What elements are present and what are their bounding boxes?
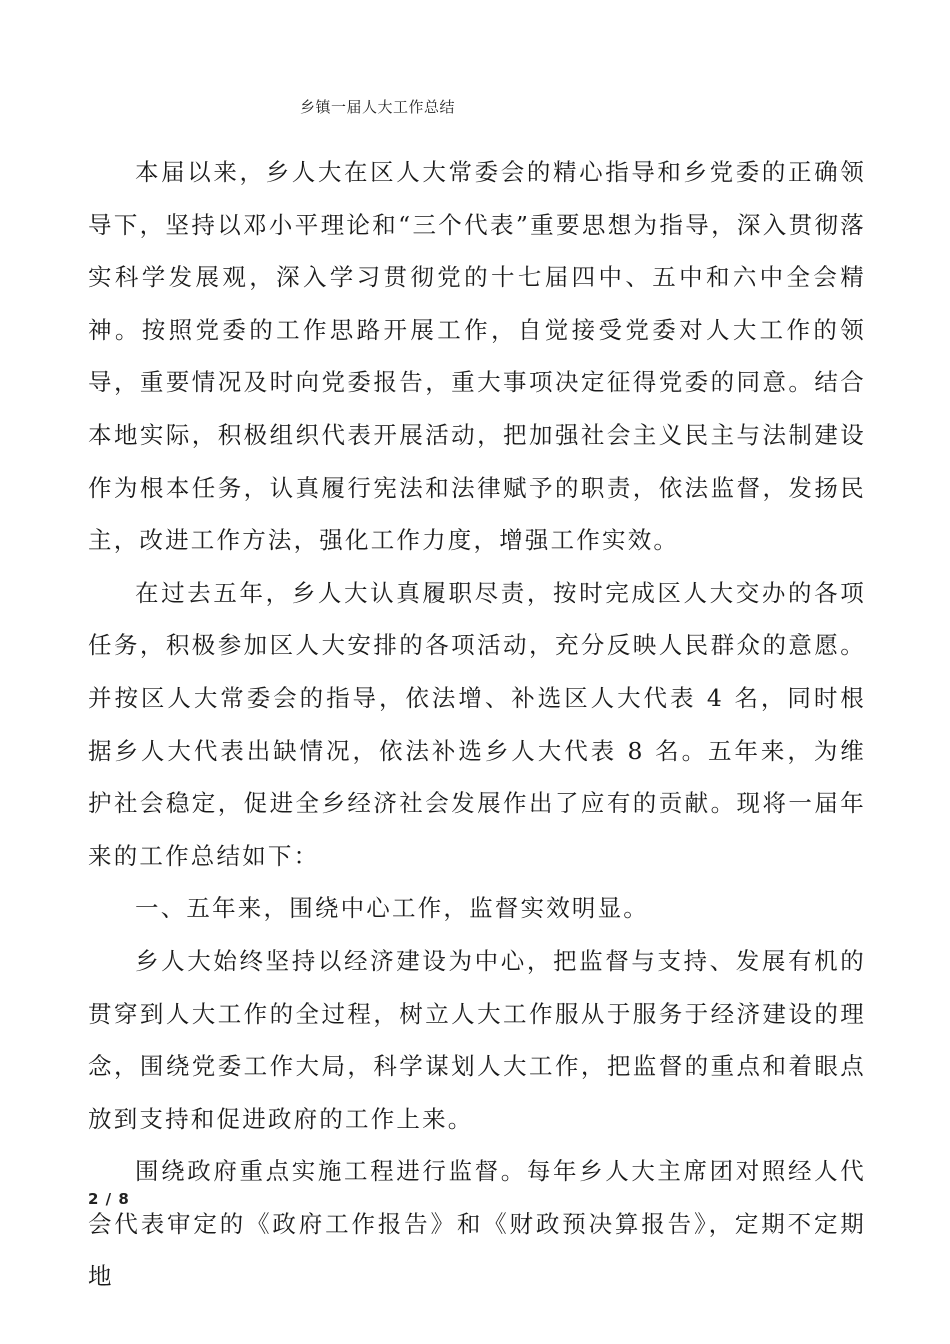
paragraph: 乡人大始终坚持以经济建设为中心，把监督与支持、发展有机的贯穿到人大工作的全过程，树立人大工作服从于服务于经济建设的理念，围绕党委工作大局，科学谋划人大工作，把监督的重点和着眼点放到支持和促进政府的工作上来。 (88, 946, 866, 1133)
document-title: 乡镇一届人大工作总结 (300, 98, 456, 116)
paragraph: 围绕政府重点实施工程进行监督。每年乡人大主席团对照经人代会代表审定的《政府工作报告》和《财政预决算报告》，定期不定期地 (88, 1157, 866, 1291)
paragraph: 本届以来，乡人大在区人大常委会的精心指导和乡党委的正确领导下，坚持以邓小平理论和“三个代表”重要思想为指导，深入贯彻落实科学发展观，深入学习贯彻党的十七届四中、五中和六中全会精神。按照党委的工作思路开展工作，自觉接受党委对人大工作的领导，重要情况及时向党委报告，重大事项决定征得党委的同意。结合本地实际，积极组织代表开展活动，把加强社会主义民主与法制建设作为根本任务，认真履行宪法和法律赋予的职责，依法监督，发扬民主，改进工作方法，强化工作力度，增强工作实效。 (88, 158, 866, 555)
section-heading: 一、五年来，围绕中心工作，监督实效明显。 (135, 894, 649, 923)
page-number: 2 / 8 (88, 1190, 130, 1208)
paragraph: 在过去五年，乡人大认真履职尽责，按时完成区人大交办的各项任务，积极参加区人大安排的各项活动，充分反映人民群众的意愿。并按区人大常委会的指导，依法增、补选区人大代表 4 名，同时根据乡人大代表出缺情况，依法补选乡人大代表 8 名。五年来，为维护社会稳定，促进全乡经济社会发展作出了应有的贡献。现将一届年来的工作总结如下： (88, 578, 866, 870)
document-body (88, 146, 866, 1303)
